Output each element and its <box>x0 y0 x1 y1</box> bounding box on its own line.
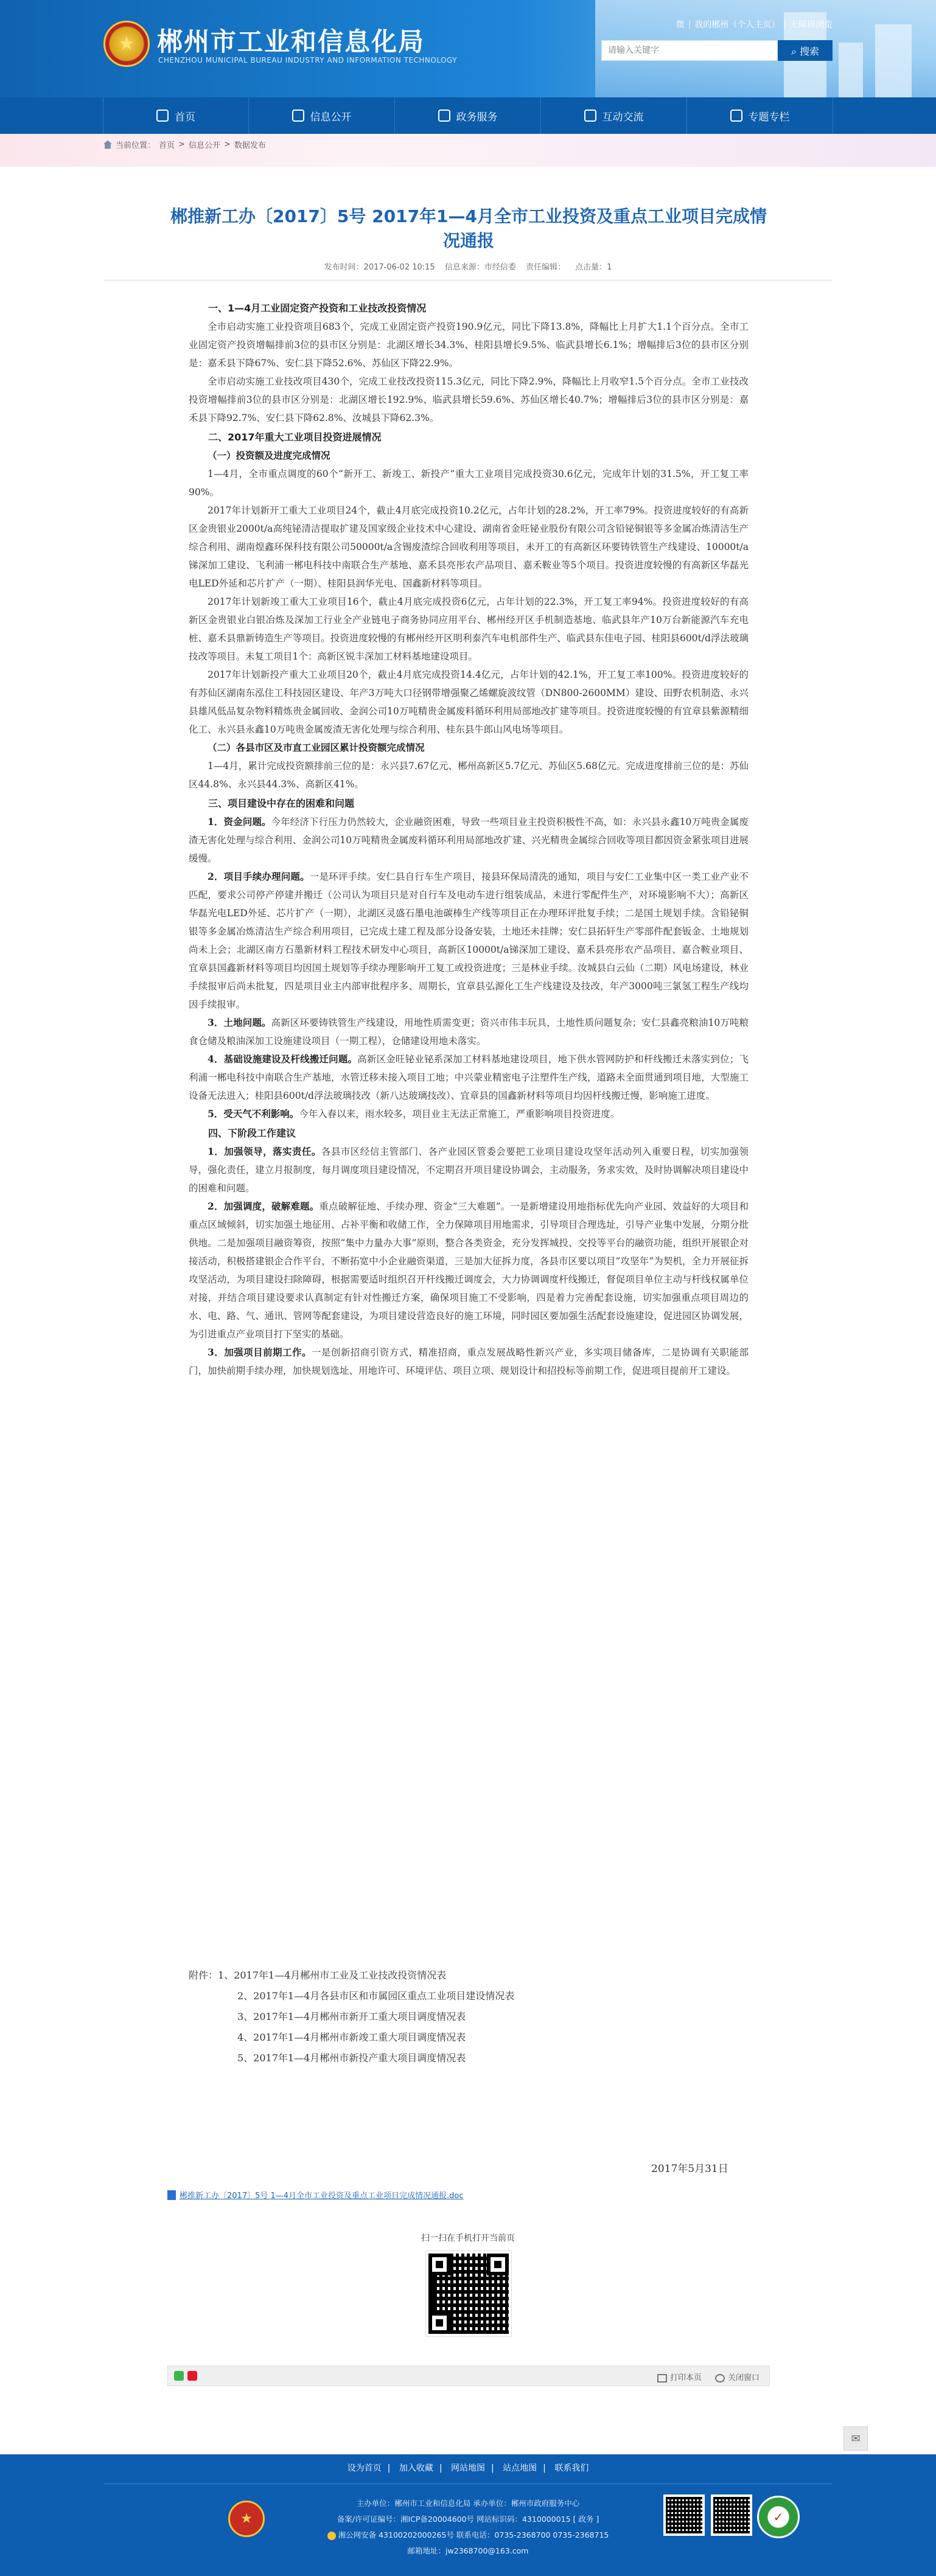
footer-links: 设为首页 | 加入收藏 | 网站地图 | 站点地图 | 联系我们 <box>347 2463 589 2473</box>
print-label: 打印本页 <box>669 2373 702 2383</box>
banner-strip <box>0 134 936 167</box>
document-date: 2017年5月31日 <box>651 2163 728 2175</box>
footer-sponsor: 主办单位：郴州市工业和信息化局 承办单位：郴州市政府服务中心 <box>356 2499 580 2508</box>
info-source: 信息来源：市经信委 <box>444 263 516 272</box>
numbered-paragraph <box>189 1143 749 1197</box>
paragraph-lead: 3．加强项目前期工作。 <box>208 1346 312 1358</box>
numbered-paragraph <box>189 1014 749 1050</box>
national-emblem-icon: ★ <box>103 21 150 67</box>
paragraph-text: 重点破解征地、手续办理、资金“三大难题”。一是新增建设用地指标优先向产业园、效益好的大项目和重点区域倾斜，切实加强土地征用、占补平衡和收储工作，全力保障项目用地需求，引导项目合理选址，引导产业集中发展，分期分批供地。二是加强项目融资筹资，按照“集中力量办大事”原则，整合各类资金，充分发挥城投、交投等平台的融资功能，组织开展银企对接活动，积极搭建银企合作平台，不断拓宽中小企业融资渠道，三是加大征拆力度，各县市区要以项目“攻坚年”为契机，全力开展征拆攻坚活动，为项目建设扫除障碍，根据需要适时组织召开杆线搬迁调度会，大力协调调度杆线搬迁，督促项目单位主动与杆线权属单位对接，并结合项目建设要求认真制定有针对性搬迁方案，确保项目施工不受影响，四是着力完善配套设施，切实加强重点项目周边的水、电、路、气、通讯、管网等配套建设，为项目建设营造良好的施工环境，同时园区要加强生活配套设施建设，促进园区协调发展，为引进重点产业项目打下坚实的基础。 <box>189 1201 749 1340</box>
paragraph-text: 各县市区经信主管部门、各产业园区管委会要把工业项目建设攻坚年活动列入重要日程，切实加强领导，强化责任，建立月报制度，每月调度项目建设情况，不定期召开项目建设协调会，主动服务，务求实效，及时协调解决项目建设中的困难和问题。 <box>189 1146 749 1194</box>
body-paragraph: 2017年计划新投产重大工业项目20个，截止4月底完成投资14.4亿元，占年计划的42.1%，开工复工率100%。投资进度较好的有苏仙区湖南东泓住工科技园区建设、年产3万吨大口径钢带增强聚乙烯螺旋波纹管（DN800-2600MM）建设、田野农机制造、永兴县雄风低品复杂物料精炼贵金属回收、金润公司10万吨精贵金属废料循环利用局部地改扩建等项目。投资进度较慢的有宜章县紫源精细化工、永兴县永鑫10万吨贵金属废渣无害化处理与综合利用、桂东县牛郎山风电场等项目。 <box>189 669 749 735</box>
section-heading: 二、2017年重大工业项目投资进展情况 <box>208 431 382 443</box>
my-chenzhou-link[interactable]: 我的郴州（个人主页） <box>694 20 780 30</box>
numbered-paragraph <box>189 1343 749 1380</box>
body-paragraph: 全市启动实施工业技改项目430个，完成工业技改投资115.3亿元，同比下降2.9%，降幅比上月收窄1.5个百分点。全市工业技改投资增幅排前3位的县市区分别是：北湖区增长192.9%、临武县增长59.6%、苏仙区增长40.7%；增幅排后3位的县市区分别是：嘉禾县下降92.7%、安仁县下降62.8%、汝城县下降62.3%。 <box>189 376 749 423</box>
main-nav <box>0 97 936 134</box>
footer-link[interactable]: 设为首页 <box>347 2463 382 2473</box>
section-heading: 一、1—4月工业固定资产投资和工业技改投资情况 <box>208 302 427 314</box>
weibo-share-icon[interactable] <box>187 2371 197 2381</box>
site-header <box>0 0 936 97</box>
search-button-label: 搜索 <box>800 45 820 57</box>
paragraph-lead: 2．项目手续办理问题。 <box>208 871 310 882</box>
service-icon <box>438 110 450 122</box>
nav-item-topics[interactable] <box>687 97 833 134</box>
qr-label: 扫一扫在手机打开当前页 <box>421 2233 515 2243</box>
footer-link[interactable]: 站点地图 <box>503 2463 537 2473</box>
nav-item-service[interactable] <box>395 97 541 134</box>
subsection-heading: （一）投资额及进度完成情况 <box>208 450 330 461</box>
paragraph-lead: 1．加强领导，落实责任。 <box>208 1146 321 1157</box>
header-building <box>839 43 863 97</box>
article-toolbar <box>167 2365 770 2386</box>
wechat-float-icon[interactable]: ✉ <box>843 2426 868 2451</box>
gov-badge-icon[interactable]: ★ <box>228 2501 265 2537</box>
qr-finder <box>428 2254 450 2275</box>
search-icon: ⌕ <box>791 45 800 57</box>
nav-label: 信息公开 <box>310 111 352 124</box>
qr-finder <box>487 2254 509 2275</box>
section-heading: 三、项目建设中存在的困难和问题 <box>208 798 355 809</box>
search-input[interactable] <box>601 40 778 61</box>
home-icon <box>103 141 112 149</box>
numbered-paragraph <box>189 1197 749 1343</box>
close-icon <box>715 2374 725 2383</box>
attachment-item: 2、2017年1—4月各县市区和市属园区重点工业项目建设情况表 <box>237 1990 515 2002</box>
editor: 责任编辑： <box>526 263 566 272</box>
search-button[interactable] <box>778 40 833 61</box>
nav-label: 互动交流 <box>602 111 644 124</box>
numbered-paragraph <box>189 868 749 1014</box>
nav-label: 专题专栏 <box>748 111 790 124</box>
breadcrumb-data[interactable]: 数据发布 <box>234 141 266 150</box>
top-links: 微 | 我的郴州（个人主页） | 无障碍浏览 <box>676 19 833 30</box>
numbered-paragraph <box>189 1050 749 1105</box>
attachment-row <box>189 1965 749 1986</box>
body-paragraph: 1—4月，累计完成投资额排前三位的是：永兴县7.67亿元、郴州高新区5.7亿元、苏仙区5.68亿元。完成进度排前三位的是：苏仙区44.8%、永兴县44.3%、高新区41%。 <box>189 761 749 790</box>
body-paragraph: 2017年计划新竣工重大工业项目16个，截止4月底完成投资6亿元，占年计划的22.3%，开工复工率94%。投资进度较好的有高新区金贵银业白银冶炼及深加工行业全产业链电子商务协同应用平台、郴州经开区手机制造基地、临武县年产10万台新能源汽车充电桩、嘉禾县鼎新铸造生产等项目。投资进度较慢的有郴州经开区明利泰汽车电机部件生产、临武县东佳电子园、桂阳县600t/d浮法玻璃技改等项目。未复工项目1个：高新区锐丰深加工材料基地建设项目。 <box>189 596 749 662</box>
paragraph-lead: 5．受天气不利影响。 <box>208 1108 299 1119</box>
search-box <box>601 40 833 61</box>
header-building <box>875 24 912 97</box>
nav-item-interaction[interactable] <box>541 97 687 134</box>
info-icon <box>292 110 304 122</box>
paragraph-text: 高新区环要铸铁管生产线建设，用地性质需变更；资兴市伟丰玩具，土地性质问题复杂；安仁县鑫亮粮油10万吨粮食仓储及粮油深加工设施建设项目（一期工程），仓储建设用地未落实。 <box>189 1017 749 1046</box>
footer-link[interactable]: 网站地图 <box>451 2463 485 2473</box>
numbered-paragraph <box>189 1105 749 1123</box>
publish-time: 发布时间：2017-06-02 10:15 <box>324 263 435 272</box>
topic-icon <box>730 110 742 122</box>
paragraph-lead: 1．资金问题。 <box>208 816 271 827</box>
click-count: 点击量：1 <box>575 263 612 272</box>
home-icon <box>156 110 169 122</box>
attachments <box>189 1965 749 2069</box>
subsection-heading: （二）各县市区及市直工业园区累计投资额完成情况 <box>208 742 425 753</box>
body-paragraph: 2017年计划新开工重大工业项目24个，截止4月底完成投资10.2亿元，占年计划的28.2%，开工率79%。投资进度较好的有高新区金贵银业2000t/a高纯铋清洁提取扩建及国家级企业技术中心建设、湖南省金旺铋业股份有限公司含铅铋铜银等多金属冶炼清洁生产综合利用、湖南煌鑫环保科技有限公司50000t/a含锡废渣综合回收利用等项目，未开工的有高新区环要铸铁管生产线建设、10000t/a锑深加工建设、飞利浦一郴电科技中南联合生产基地、嘉禾县亮彤农产品项目、嘉禾鞍业等5个项目。投资进度较慢的有高新区华磊光电LED外延和芯片扩产（一期）、桂阳县润华光电、国鑫新材料等项目。 <box>189 505 749 589</box>
attachment-item: 1、2017年1—4月郴州市工业及工业技改投资情况表 <box>218 1969 447 1981</box>
paragraph-text: 今年经济下行压力仍然较大，企业融资困难，导致一些项目业主投资积极性不高，如：永兴县永鑫10万吨贵金属废渣无害化处理与综合利用、金润公司10万吨精贵金属废料循环利用局部地改扩建、兴光精贵金属综合回收等项目都因资金紧张项目进展缓慢。 <box>189 816 749 864</box>
article-body <box>189 298 749 1380</box>
site-title: 郴州市工业和信息化局 <box>157 27 425 57</box>
section-heading: 四、下阶段工作建议 <box>208 1127 296 1139</box>
footer-police-row <box>0 2527 936 2543</box>
site-footer <box>0 2454 936 2576</box>
paragraph-lead: 3．土地问题。 <box>208 1017 271 1028</box>
attachment-file-link[interactable] <box>167 2189 464 2201</box>
article-title: 郴推新工办〔2017〕5号 2017年1—4月全市工业投资及重点工业项目完成情况通报 <box>170 206 767 251</box>
numbered-paragraph <box>189 813 749 868</box>
police-badge-icon <box>327 2532 336 2540</box>
paragraph-text: 高新区金旺铋业铋系深加工材料基地建设项目，地下供水管网防护和杆线搬迁未落实到位；飞利浦一郴电科技中南联合生产基地，水管迁移未接入项目工地；中兴蒙业精密电子注塑件生产线，道路未全面贯通到项目地，大型施工设备无法进入；桂阳县600t/d浮法玻璃技改（新八达玻璃技改）、宜章县的国鑫新材料等项目均因杆线搬迁慢，影响施工进度。 <box>189 1054 749 1101</box>
footer-icp: 备案/许可证编号：湘ICP备20004600号 网站标识码：4310000015 [ 政务 ] <box>337 2515 599 2524</box>
qr-finder <box>428 2312 450 2334</box>
nav-label: 政务服务 <box>456 111 498 124</box>
attachment-item: 3、2017年1—4月郴州市新开工重大项目调度情况表 <box>237 2011 466 2022</box>
paragraph-text: 一是创新招商引资方式，精准招商，重点发展战略性新兴产业，多实项目储备库，二是协调有关职能部门，加快前期手续办理，加快规划选址、用地许可、环境评估、项目立项、规划设计和招投标等前期工作，促进项目提前开工建设。 <box>189 1347 749 1376</box>
error-report-badge-icon[interactable]: ✓ <box>757 2496 800 2538</box>
close-label: 关闭窗口 <box>727 2373 760 2383</box>
attachment-item: 4、2017年1—4月郴州市新竣工重大项目调度情况表 <box>237 2031 466 2043</box>
footer-email: 邮箱地址：jw2368700@163.com <box>407 2546 529 2555</box>
nav-item-info[interactable] <box>249 97 395 134</box>
chat-icon <box>584 110 596 122</box>
footer-link[interactable]: 加入收藏 <box>399 2463 433 2473</box>
site-subtitle: CHENZHOU MUNICIPAL BUREAU INDUSTRY AND INFORMATION TECHNOLOGY <box>158 56 458 64</box>
article-meta <box>103 260 833 272</box>
close-window-button[interactable] <box>715 2371 760 2383</box>
share-buttons <box>174 2371 197 2381</box>
qr-code <box>426 2251 511 2336</box>
breadcrumb: 当前位置： 首页 > 信息公开 > 数据发布 <box>103 139 266 150</box>
footer-qr-code <box>711 2494 752 2536</box>
paragraph-lead: 4．基础设施建设及杆线搬迁问题。 <box>208 1053 358 1065</box>
breadcrumb-home[interactable]: 首页 <box>159 141 175 150</box>
breadcrumb-info[interactable]: 信息公开 <box>188 141 220 150</box>
paragraph-lead: 2．加强调度，破解难题。 <box>208 1200 320 1212</box>
nav-item-home[interactable] <box>103 97 249 134</box>
wechat-share-icon[interactable] <box>174 2371 184 2381</box>
footer-link[interactable]: 联系我们 <box>554 2463 589 2473</box>
footer-police: 湘公网安备 43100202000265号 联系电话：0735-2368700 0735-2368715 <box>338 2530 609 2539</box>
print-button[interactable] <box>657 2371 702 2383</box>
breadcrumb-label: 当前位置： <box>116 141 156 150</box>
paragraph-text: 今年入春以来，雨水较多，项目业主无法正常施工，严重影响项目投资进度。 <box>299 1109 620 1119</box>
attachments-label: 附件： <box>189 1969 218 1981</box>
weibo-link[interactable]: 微 <box>676 20 685 30</box>
attachment-item: 5、2017年1—4月郴州市新投产重大项目调度情况表 <box>237 2052 466 2064</box>
file-link-label: 郴推新工办〔2017〕5号 1—4月全市工业投资及重点工业项目完成情况通报.doc <box>180 2191 464 2201</box>
body-paragraph: 全市启动实施工业投资项目683个，完成工业固定资产投资190.9亿元，同比下降13.8%，降幅比上月扩大1.1个百分点。全市工业固定资产投资增幅排前3位的县市区分别是：北湖区增长34.3%、桂阳县增长9.5%、临武县增长6.1%；增幅排后3位的县市区分别是：嘉禾县下降67%、安仁县下降52.6%、苏仙区下降22.9%。 <box>189 321 749 369</box>
paragraph-text: 一是环评手续。安仁县自行车生产项目，接县环保局清洗的通知，项目与安仁工业集中区一类工业产业不匹配，要求公司停产停建并搬迁（公司认为项目只是对自行车及电动车进行组装成品，未进行零配件生产，对环境影响不大）；高新区华磊光电LED外延、芯片扩产（一期），北湖区灵盛石墨电池碳棒生产线等项目正在办理环评批复手续；二是国土规划手续。含铅铋铜银等多金属冶炼清洁生产综合利用项目，已完成土建工程及部分设备安装，土地还未挂牌；安仁县拓轩生产零部件配套钣金、土地规划尚未上会；北湖区南方石墨新材料工程技术研发中心项目，高新区10000t/a锑深加工建设、嘉禾县亮彤农产品项目、嘉合鞍业项目、宜章县国鑫新材料等项目均因国土规划等手续办理影响开工复工或投资进度；三是林业手续。汝城县白云仙（二期）风电场建设，林业手续报审后尚未批复，四是项目业主内部审批程序多、周期长，宜章县弘源化工生产线建设及技改，年产3000吨三氯氢工程生产线均因手续报审。 <box>189 871 749 1010</box>
footer-qr-code <box>663 2494 705 2536</box>
article-container <box>103 183 833 2409</box>
accessibility-link[interactable]: 无障碍浏览 <box>790 20 833 30</box>
print-icon <box>657 2374 667 2383</box>
doc-file-icon <box>167 2190 176 2200</box>
body-paragraph: 1—4月，全市重点调度的60个“新开工、新竣工、新投产”重大工业项目完成投资30.6亿元，完成年计划的31.5%，开工复工率90%。 <box>189 468 749 498</box>
nav-label: 首页 <box>175 111 195 124</box>
